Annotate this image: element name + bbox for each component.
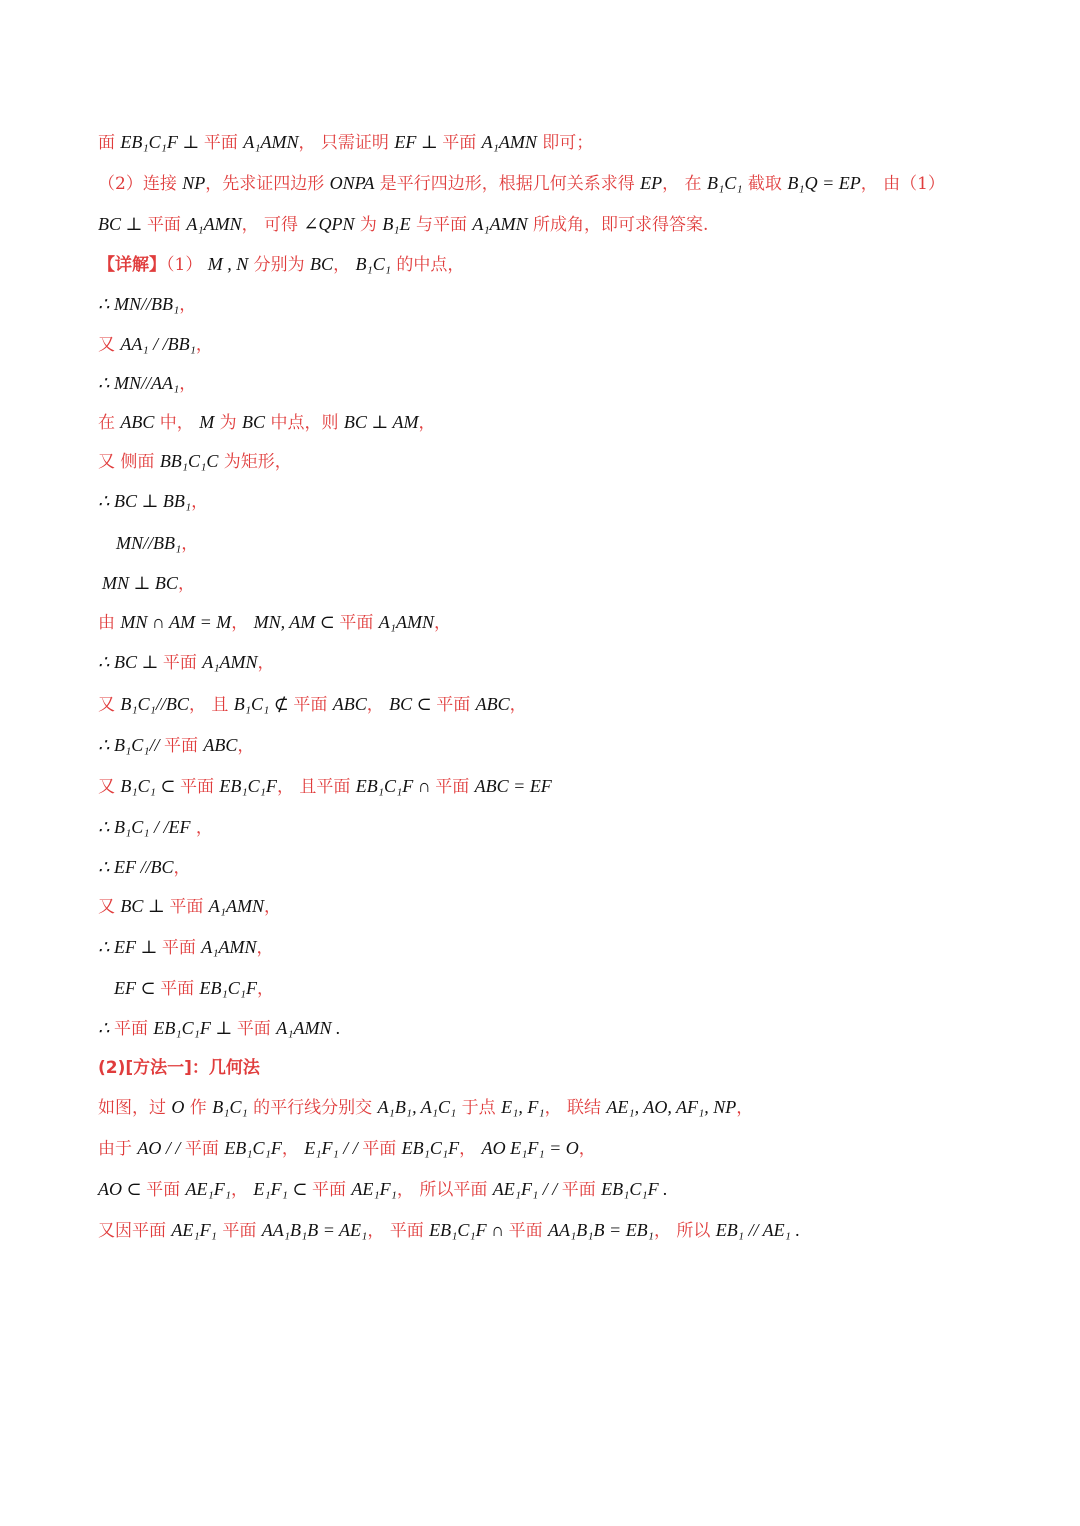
text-span: ， [237,736,255,756]
math-expression: ABC [120,412,155,432]
text-span: 平面 [203,133,244,153]
math-expression: BC ⊂ [389,694,437,714]
math-expression: EB₁C₁F [153,1018,211,1038]
math-expression: ABC [475,694,510,714]
math-expression: AE₁F₁ [171,1220,217,1240]
math-expression: EB₁C₁F [219,776,277,796]
math-expression: ∠QPN [303,214,355,234]
text-span: ， [191,492,209,512]
text-span: 平面 [163,736,204,756]
math-expression: ∴ EF ⊥ [98,937,162,957]
text-line [98,1012,340,1044]
text-line [98,729,254,761]
math-expression: AO / / [137,1138,185,1158]
text-span: ， 所以 [653,1221,716,1241]
text-span: ， [736,1098,754,1118]
text-line [98,288,196,320]
text-span: 由于 [98,1139,138,1159]
text-span: 于点 [456,1098,502,1118]
math-expression: ⊥ [177,132,204,152]
math-expression: EB₁ // AE₁ [715,1220,791,1240]
text-span: ， 可得 [241,215,304,235]
math-expression: EB₁C₁F [401,1138,460,1158]
math-expression: EB₁C₁F ∩ [355,776,436,796]
text-span: ， [231,1180,254,1200]
math-expression: B₁E [382,214,411,234]
text-line [98,890,281,922]
text-span: ， [264,897,281,917]
text-line [98,1132,596,1164]
math-expression: . [658,1179,668,1199]
text-span: 又 [98,335,121,355]
text-span: ， [195,335,213,355]
text-span: ， 且 [188,695,234,715]
math-expression: BC ⊥ [98,214,147,234]
math-expression: ONPA [329,173,375,193]
text-line [98,406,435,438]
text-span: 平面 [312,1180,352,1200]
math-expression: EB₁C₁F [120,132,178,152]
math-expression: AE₁F₁ / / [492,1179,562,1199]
math-expression: NP [182,173,206,193]
math-expression: B₁C₁ ⊂ [120,776,181,796]
math-expression: ∴ EF //BC [98,857,174,877]
text-span: ， [333,255,356,275]
text-span: 面 [98,133,121,153]
math-expression: AO ⊂ [98,1179,147,1199]
text-span: 平面 [146,215,187,235]
text-line [98,1214,800,1246]
section-heading: 【详解】 [98,255,166,275]
text-span: ， 平面 [367,1221,430,1241]
math-expression: A₁B₁, A₁C₁ [377,1097,457,1117]
text-line [98,1091,753,1123]
text-span: 又因平面 [98,1221,172,1241]
text-span: 平面 [236,1019,277,1039]
math-expression: . [331,1018,341,1038]
text-span: 由 [98,613,121,633]
math-expression: EB₁C₁F [601,1179,659,1199]
text-line [98,167,945,199]
text-span: 为 [214,413,243,433]
text-span: ， [257,653,275,673]
text-span: 为矩形， [218,452,292,472]
text-span: 平面 [435,777,475,797]
math-expression: AA₁ / /BB₁ [120,334,196,354]
math-expression: AE₁, AO, AF₁, NP [606,1097,737,1117]
text-span: ， [177,574,195,594]
math-expression: A₁AMN [481,132,537,152]
text-span: 如图，过 [98,1098,172,1118]
math-expression: EF ⊥ [394,132,443,152]
text-span: 与平面 [410,215,473,235]
text-span: ， 且平面 [276,777,356,797]
text-line [98,328,213,360]
text-span: 的中点， [391,255,465,275]
math-expression: EB₁C₁F [199,978,257,998]
text-span: 作 [184,1098,213,1118]
text-line [98,208,708,240]
text-span: ， 在 [662,174,707,194]
math-expression: ABC [203,735,238,755]
text-span: 平面 [216,1221,262,1241]
text-line [98,248,464,280]
text-span: ， [281,1139,305,1159]
text-span: 平面 [161,938,202,958]
text-line [98,606,451,638]
math-expression: ∴ B₁C₁ / /EF [98,817,191,837]
text-span: 中点，则 [265,413,344,433]
text-span: ， 由（1） [860,174,945,194]
text-line [98,851,190,883]
math-expression: EB₁C₁F [224,1138,282,1158]
text-span: （2）连接 [98,174,183,194]
math-expression: MN, AM ⊂ [253,612,340,632]
math-expression: M [199,412,215,432]
text-line [98,811,213,843]
text-span: 平面 [146,1180,186,1200]
math-expression: MN//BB₁ [116,533,182,553]
text-span: ， [509,695,527,715]
math-expression: ABC = EF [474,776,552,796]
text-span: 平面 [293,695,333,715]
text-line [102,567,195,599]
math-expression: E₁, F₁ [501,1097,545,1117]
math-expression: ∴ BC ⊥ [98,652,163,672]
text-span: 又 [98,695,121,715]
math-expression: EB₁C₁F ∩ [429,1220,509,1240]
text-span: 是平行四边形，根据几何关系求得 [374,174,641,194]
text-span: 在 [98,413,121,433]
text-span: ， [434,613,452,633]
text-span: 平面 [508,1221,549,1241]
text-span: ，先求证四边形 [205,174,330,194]
text-span: 分别为 [248,255,311,275]
math-expression: BC ⊥ [120,896,170,916]
text-span: ， [190,818,213,838]
math-expression: EF ⊂ [114,978,161,998]
text-line [98,646,275,678]
section-heading: (2)[方法一]：几何法 [98,1058,260,1078]
text-span: 平面 [184,1139,225,1159]
math-expression: B₁C₁ ⊄ [233,694,294,714]
text-span: 平面 [113,1019,154,1039]
text-span: ， [366,695,390,715]
text-line [98,1052,260,1084]
math-expression: A₁AMN [202,652,258,672]
math-expression: AE₁F₁ [351,1179,397,1199]
math-expression: ∴ BC ⊥ BB₁ [98,491,192,511]
text-span: 又 [98,777,121,797]
text-line [116,527,198,559]
text-span: 为 [354,215,383,235]
math-expression: B₁C₁ [212,1097,248,1117]
math-expression: B₁C₁ [355,254,391,274]
math-expression: A₁AMN [186,214,242,234]
math-expression: E₁F₁ ⊂ [253,1179,312,1199]
text-line [98,770,552,802]
math-expression: BB₁C₁C [159,451,219,471]
math-expression: EP [640,173,663,193]
text-span: 平面 [362,1139,402,1159]
math-expression: MN ⊥ BC [102,573,178,593]
text-span: 平面 [436,695,476,715]
math-expression: ∴ MN//AA₁ [98,373,180,393]
text-span: 中， [154,413,200,433]
text-line [98,688,527,720]
text-span: ， [173,858,191,878]
math-expression: ∴ B₁C₁// [98,735,164,755]
math-expression: AA₁B₁B = AE₁ [261,1220,368,1240]
math-expression: AA₁B₁B = EB₁ [548,1220,654,1240]
math-expression: E₁F₁ / / [304,1138,363,1158]
text-span: 平面 [169,897,209,917]
math-expression: M , N [207,254,249,274]
text-span: 平面 [561,1180,602,1200]
math-expression: A₁AMN [472,214,528,234]
text-span: ， [256,938,274,958]
text-span: ， 只需证明 [298,133,395,153]
text-line [98,485,208,517]
math-expression: ABC [332,694,367,714]
text-span: ， [578,1139,596,1159]
math-expression: B₁C₁ [706,173,743,193]
text-span: ， [257,979,274,999]
math-expression: A₁AMN [208,896,264,916]
text-span: ， [181,534,199,554]
text-span: ， 所以平面 [396,1180,493,1200]
math-expression: AE₁F₁ [185,1179,231,1199]
math-expression: A₁AMN [201,937,257,957]
text-span: 即可； [536,133,594,153]
text-span: 截取 [742,174,788,194]
text-span: 又 [98,897,121,917]
text-span: ， [179,374,197,394]
math-expression: A₁AMN [378,612,435,632]
text-line [98,367,196,399]
math-expression: ⊥ [210,1018,237,1038]
text-span: ， [459,1139,482,1159]
text-span: 平面 [180,777,220,797]
text-span: 又 侧面 [98,452,160,472]
text-span: 的平行线分别交 [247,1098,378,1118]
text-span: ， [179,295,197,315]
text-line [98,126,593,158]
text-line [98,1173,668,1205]
math-expression: BC [310,254,334,274]
math-expression: BC [242,412,266,432]
text-span: 平面 [162,653,203,673]
text-line [98,931,274,963]
text-span: 所成角，即可求得答案. [527,215,709,235]
math-expression: A₁AMN [276,1018,332,1038]
math-expression: ∴ [98,1018,114,1038]
math-expression: . [790,1220,800,1240]
text-line [98,445,292,477]
math-expression: O [171,1097,185,1117]
text-span: 平面 [339,613,379,633]
math-expression: B₁C₁//BC [120,694,189,714]
text-span: 平面 [442,133,482,153]
text-span: 平面 [160,979,200,999]
text-span: ， [418,413,436,433]
text-span: （1） [166,255,208,275]
text-span: ， 联结 [544,1098,607,1118]
math-expression: MN ∩ AM = M [120,612,232,632]
math-expression: BC ⊥ AM [343,412,419,432]
math-expression: AO E₁F₁ = O [481,1138,579,1158]
math-expression: B₁Q = EP [787,173,861,193]
text-span: ， [231,613,254,633]
math-expression: ∴ MN//BB₁ [98,294,180,314]
math-expression: A₁AMN [243,132,299,152]
text-line [114,972,274,1004]
